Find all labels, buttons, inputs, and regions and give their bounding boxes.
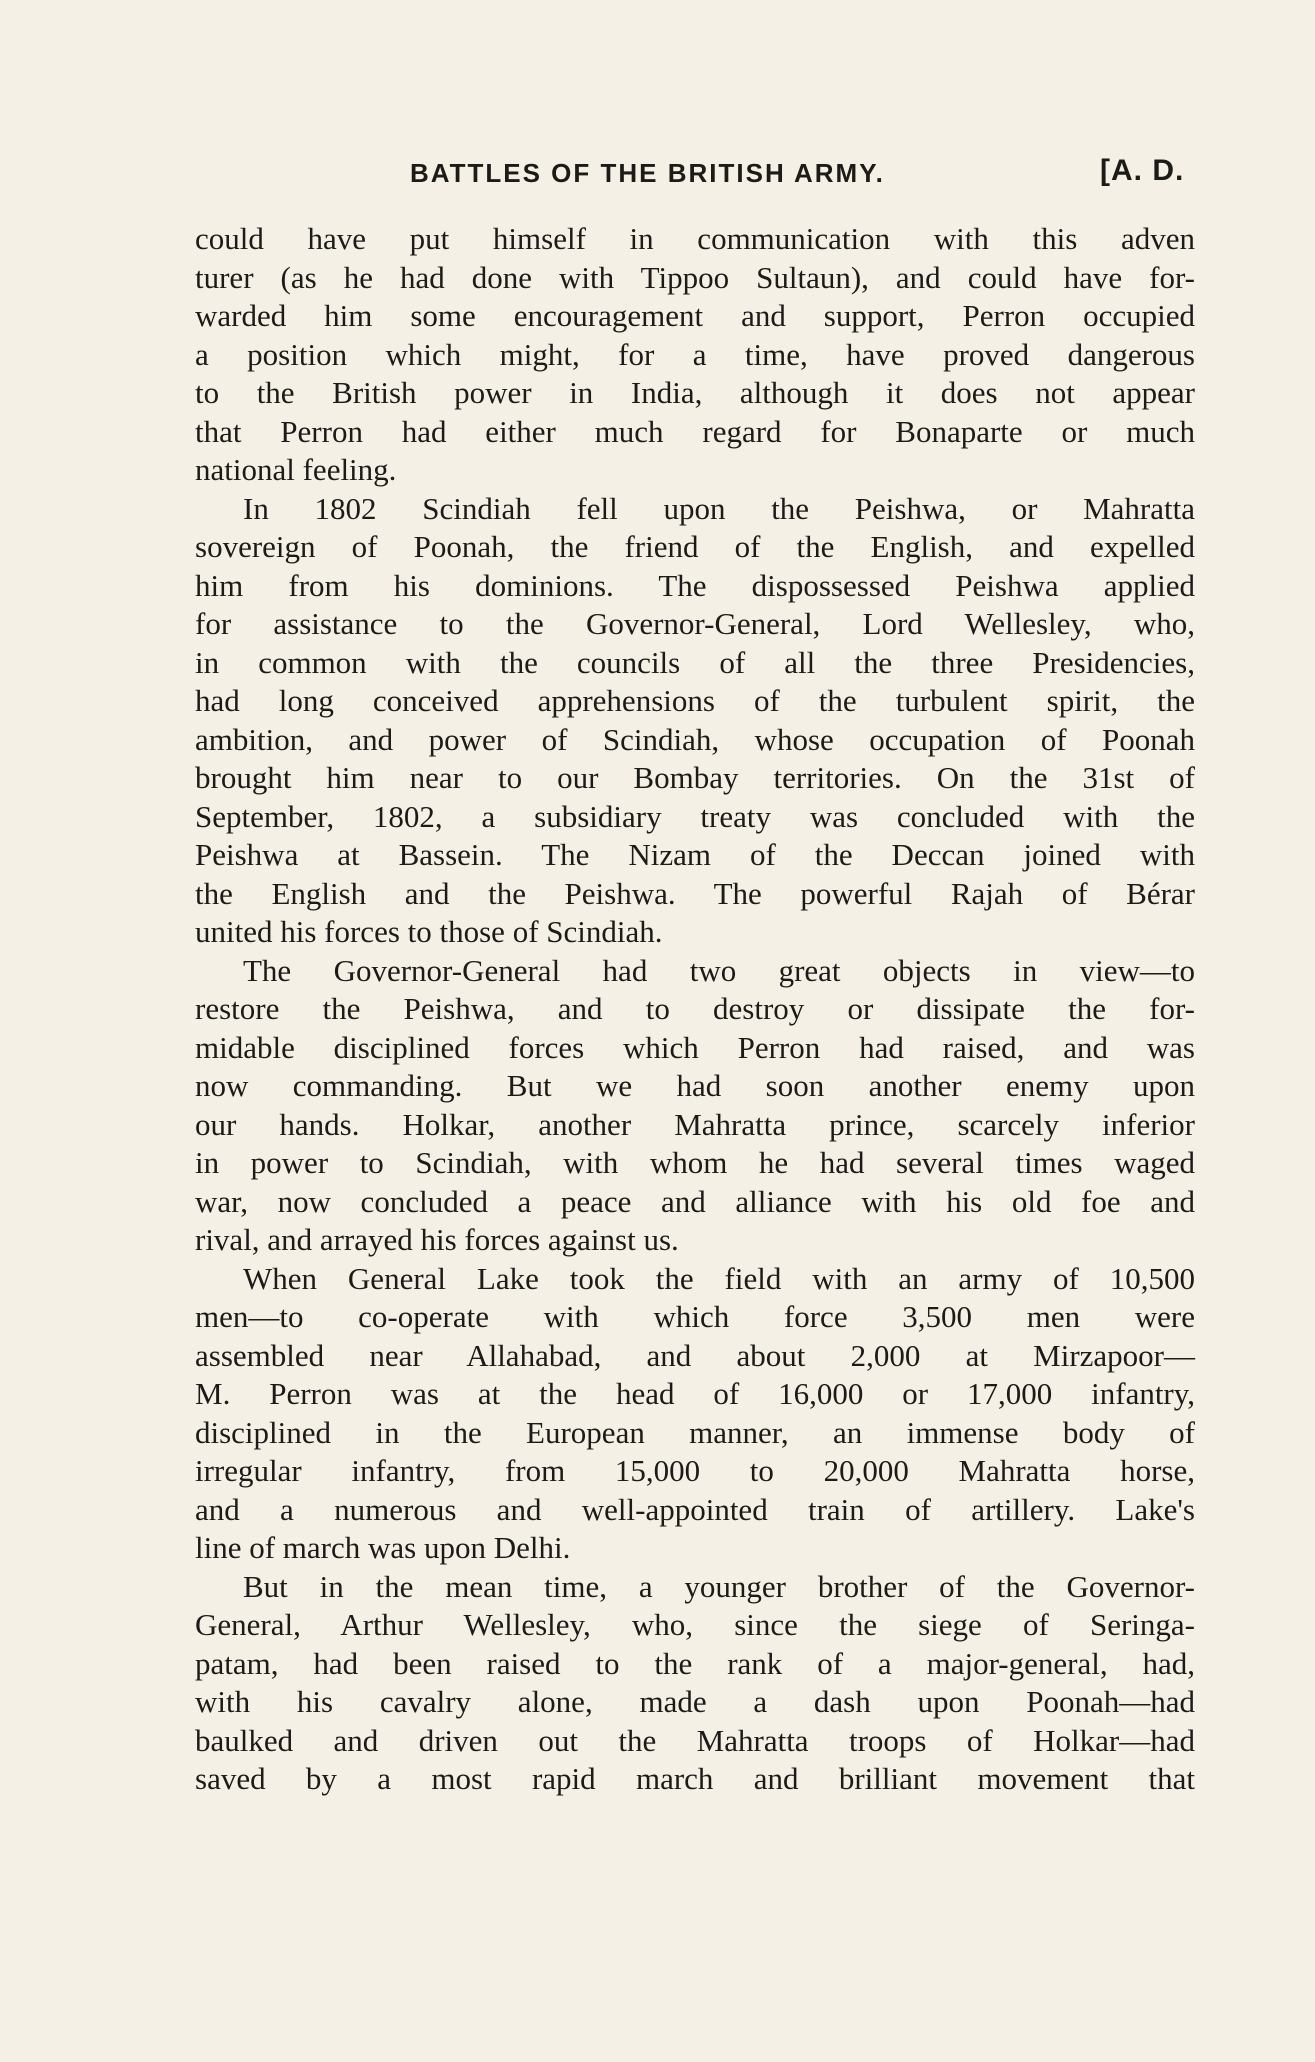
text-line: could have put himself in communication with this adven <box>195 221 1195 256</box>
text-line: had long conceived apprehensions of the turbulent spirit, the <box>195 683 1195 718</box>
text-line: and a numerous and well-appointed train of artillery. Lake's <box>195 1491 1195 1527</box>
text-line: that Perron had either much regard for Bonaparte or much <box>195 413 1195 449</box>
text-line <box>195 1799 1195 1838</box>
text-line: rival, and arrayed his forces against us. <box>195 1222 679 1257</box>
text-line: a position which might, for a time, have proved dangerous <box>195 336 1195 372</box>
paragraph-first-line: But in the mean time, a younger brother of the Governor- <box>243 1568 1195 1604</box>
text-line: September, 1802, a subsidiary treaty was concluded with the <box>195 798 1195 834</box>
paragraph-first-line: The Governor-General had two great objects in view—to <box>243 952 1195 988</box>
text-line: ambition, and power of Scindiah, whose occupation of Poonah <box>195 721 1195 757</box>
running-title: BATTLES OF THE BRITISH ARMY. <box>410 158 885 188</box>
text-line: in common with the councils of all the three Presidencies, <box>195 644 1195 680</box>
date-marker: [A. D. <box>1100 154 1185 187</box>
text-line: restore the Peishwa, and to destroy or dissipate the for- <box>195 991 1195 1026</box>
text-line: Peishwa at Bassein. The Nizam of the Deccan joined with <box>195 837 1195 872</box>
text-line: General, Arthur Wellesley, who, since the siege of Seringa- <box>195 1607 1195 1642</box>
text-line: to the British power in India, although it does not appear <box>195 375 1195 410</box>
text-line: in power to Scindiah, with whom he had several times waged <box>195 1145 1195 1180</box>
text-line: now commanding. But we had soon another enemy upon <box>195 1068 1195 1103</box>
text-line: turer (as he had done with Tippoo Sultaun), and could have for- <box>195 259 1195 295</box>
paragraph-first-line: In 1802 Scindiah fell upon the Peishwa, or Mahratta <box>243 490 1195 526</box>
running-head <box>190 154 1185 198</box>
text-line: assembled near Allahabad, and about 2,000 at Mirzapoor— <box>195 1337 1195 1373</box>
text-line: brought him near to our Bombay territories. On the 31st of <box>195 760 1195 795</box>
paragraph-first-line: When General Lake took the field with an army of 10,500 <box>243 1260 1195 1296</box>
text-line: the English and the Peishwa. The powerful Rajah of Bérar <box>195 875 1195 911</box>
text-line: sovereign of Poonah, the friend of the English, and expelled <box>195 529 1195 564</box>
text-line: patam, had been raised to the rank of a major-general, had, <box>195 1645 1195 1681</box>
text-line: united his forces to those of Scindiah. <box>195 914 663 949</box>
text-line: disciplined in the European manner, an immense body of <box>195 1414 1195 1450</box>
text-line: baulked and driven out the Mahratta troops of Holkar—had <box>195 1722 1195 1758</box>
text-line: for assistance to the Governor-General, Lord Wellesley, who, <box>195 606 1195 641</box>
text-line: men—to co-operate with which force 3,500 men were <box>195 1299 1195 1334</box>
text-line: line of march was upon Delhi. <box>195 1530 571 1565</box>
text-line: national feeling. <box>195 452 397 487</box>
text-line: with his cavalry alone, made a dash upon Poonah—had <box>195 1684 1195 1719</box>
text-line: saved by a most rapid march and brilliant movement that <box>195 1761 1195 1796</box>
text-line: warded him some encouragement and support, Perron occupied <box>195 298 1195 333</box>
text-line: irregular infantry, from 15,000 to 20,000 Mahratta horse, <box>195 1453 1195 1488</box>
text-line: him from his dominions. The dispossessed Peishwa applied <box>195 567 1195 603</box>
text-line: M. Perron was at the head of 16,000 or 17,000 infantry, <box>195 1376 1195 1411</box>
text-line: midable disciplined forces which Perron had raised, and was <box>195 1029 1195 1065</box>
body-text <box>195 220 1195 1837</box>
text-line: war, now concluded a peace and alliance with his old foe and <box>195 1183 1195 1219</box>
text-line: our hands. Holkar, another Mahratta prince, scarcely inferior <box>195 1106 1195 1142</box>
